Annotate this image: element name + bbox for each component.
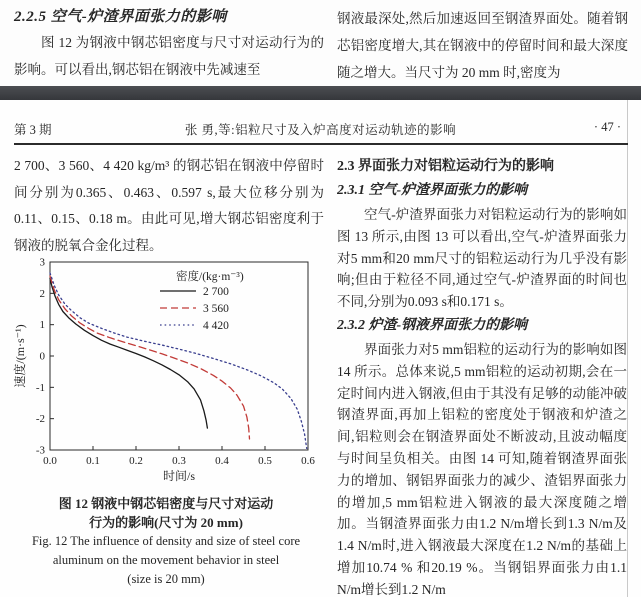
svg-text:0.6: 0.6 bbox=[301, 455, 315, 467]
right-column bbox=[337, 156, 627, 597]
figure-caption-cn-line1: 图 12 钢液中钢芯铝密度与尺寸对运动 bbox=[58, 496, 274, 511]
issue-label: 第 3 期 bbox=[14, 123, 52, 137]
svg-text:速度/(m·s⁻¹): 速度/(m·s⁻¹) bbox=[13, 324, 27, 388]
velocity-time-chart bbox=[12, 252, 318, 486]
left-column-paragraph: 2 700、3 560、4 420 kg/m³ 的钢芯铝在钢液中停留时间分别为0.365、0.463、0.597 s,最大位移分别为0.11、0.15、0.18 m。由此可见,增大钢芯铝密度利于钢液的脱氧合金化过程。 bbox=[14, 158, 324, 253]
svg-text:0.4: 0.4 bbox=[215, 455, 229, 467]
paragraph-2-3-1: 空气-炉渣界面张力对铝粒运动行为的影响如图 13 所示,由图 13 可以看出,空气-炉渣界面张力对5 mm和20 mm尺寸的铝粒运动行为几乎没有影响;但由于粒径不同,通过空气-炉渣界面的时间也不同,分别为0.093 s和0.171 s。 bbox=[337, 207, 627, 310]
svg-text:0.2: 0.2 bbox=[129, 455, 143, 467]
journal-header bbox=[14, 120, 627, 140]
svg-text:-1: -1 bbox=[35, 381, 45, 394]
page-right-edge bbox=[627, 100, 628, 597]
header-rule bbox=[14, 143, 628, 145]
figure-caption-en-line3: (size is 20 mm) bbox=[127, 572, 205, 586]
article-page bbox=[0, 100, 641, 597]
running-title: 张 勇,等:铝粒尺寸及入炉高度对运动轨迹的影响 bbox=[184, 123, 457, 137]
page-separator-band bbox=[0, 86, 641, 100]
svg-text:0.5: 0.5 bbox=[258, 455, 272, 467]
svg-text:4 420: 4 420 bbox=[203, 320, 229, 332]
figure-12-chart bbox=[12, 252, 318, 486]
svg-text:2: 2 bbox=[39, 287, 45, 300]
figure-caption-cn-line2: 行为的影响(尺寸为 20 mm) bbox=[89, 515, 243, 530]
page-number: · 47 · bbox=[593, 120, 621, 134]
svg-text:-2: -2 bbox=[35, 413, 45, 426]
figure-caption-en-line2: aluminum on the movement behavior in steel bbox=[52, 553, 280, 567]
svg-text:1: 1 bbox=[39, 319, 45, 332]
paragraph-2-3-2: 界面张力对5 mm铝粒的运动行为的影响如图 14 所示。总体来说,5 mm铝粒的运动初期,会在一定时间内进入钢液,但由于其没有足够的动能冲破钢渣界面,再加上铝粒的密度处于钢液和炉渣之间,铝粒则会在钢渣界面处不断波动,且波动幅度与时间呈负相关。由图 14 可知,随着钢渣界面张力的增加、钢铝界面张力的减少、渣铝界面张力的增加,5 mm铝粒进入钢液的最大深度随之增加。当钢渣界面张力由1.2 N/m增长到1.3 N/m及1.4 N/m时,进入钢液最大深度在1.2 N/m的基础上增加10.74 % 和20.19 %。当钢铝界面张力由1.1 N/m增长到1.2 N/m bbox=[337, 341, 627, 597]
section-heading-2-3-2: 2.3.2 炉渣-钢液界面张力的影响 bbox=[337, 317, 528, 333]
svg-text:0: 0 bbox=[39, 350, 45, 363]
section-heading-2-2-5: 2.2.5 空气-炉渣界面张力的影响 bbox=[14, 9, 227, 25]
svg-text:密度/(kg·m⁻³): 密度/(kg·m⁻³) bbox=[176, 271, 244, 283]
figure-caption-en-line1: Fig. 12 The influence of density and size of steel core bbox=[31, 534, 301, 548]
section-heading-2-3-1: 2.3.1 空气-炉渣界面张力的影响 bbox=[337, 183, 528, 198]
svg-text:0.0: 0.0 bbox=[43, 455, 57, 467]
prev-page-left-paragraph: 图 12 为钢液中钢芯铝密度与尺寸对运动行为的影响。可以看出,钢芯铝在钢液中先减速至 bbox=[14, 35, 324, 77]
svg-text:-3: -3 bbox=[35, 444, 45, 457]
svg-text:0.1: 0.1 bbox=[86, 455, 100, 467]
svg-text:0.3: 0.3 bbox=[172, 455, 186, 467]
svg-text:2 700: 2 700 bbox=[203, 286, 229, 298]
section-heading-2-3: 2.3 界面张力对铝粒运动行为的影响 bbox=[337, 159, 554, 174]
prev-page-right-paragraph: 钢液最深处,然后加速返回至钢渣界面处。随着钢芯铝密度增大,其在钢液中的停留时间和最大深度随之增大。当尺寸为 20 mm 时,密度为 bbox=[337, 11, 628, 80]
previous-page-bottom bbox=[0, 0, 641, 86]
svg-text:3: 3 bbox=[39, 256, 45, 269]
svg-text:时间/s: 时间/s bbox=[162, 469, 196, 483]
svg-text:3 560: 3 560 bbox=[203, 303, 229, 315]
